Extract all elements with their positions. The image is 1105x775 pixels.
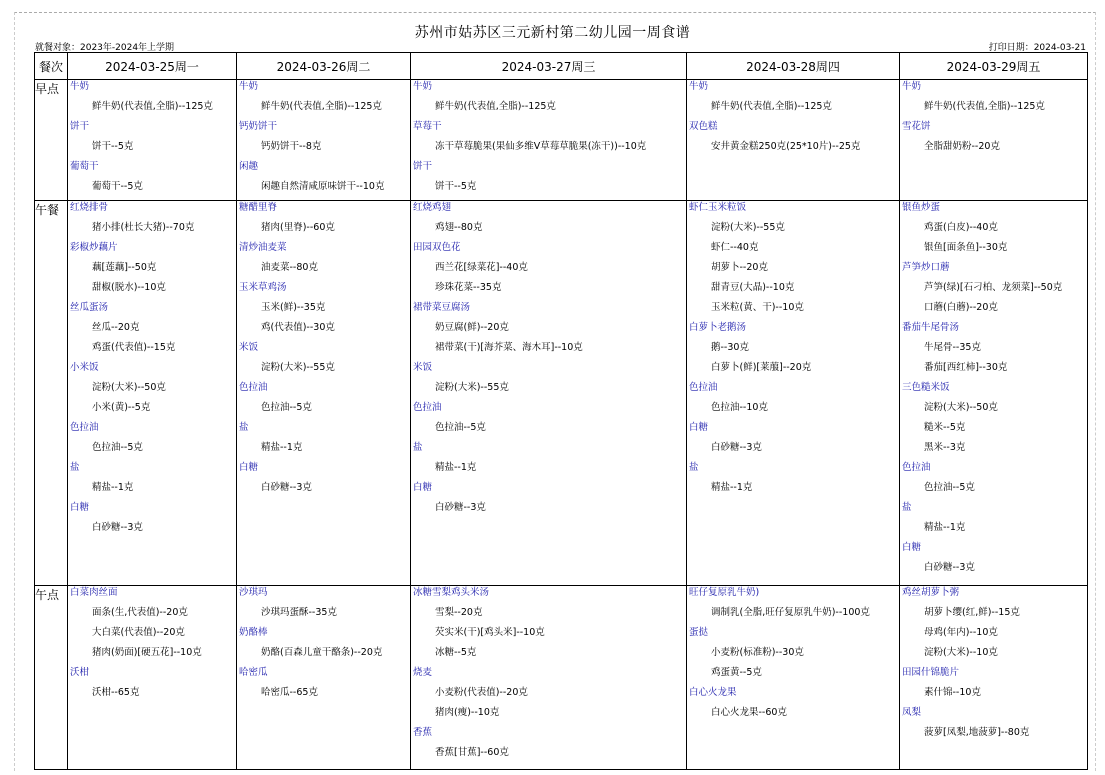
dish-name: 芦笋炒口蘑 — [902, 262, 950, 273]
dish-name: 番茄牛尾骨汤 — [902, 322, 960, 333]
menu-cell-thu — [687, 201, 900, 586]
dish-name: 饼干 — [413, 161, 433, 172]
ingredient-item: 色拉油--5克 — [92, 442, 143, 453]
dish-name: 白糖 — [902, 542, 922, 553]
menu-cell-mon — [68, 201, 237, 586]
dish-name: 清炒油麦菜 — [239, 242, 287, 253]
dish-name: 玉米草鸡汤 — [239, 282, 287, 293]
ingredient-item: 奶酪(百森儿童干酪条)--20克 — [261, 647, 383, 658]
ingredient-item: 沙琪玛蛋酥--35克 — [261, 607, 337, 618]
ingredient-item: 珍珠花菜--35克 — [435, 282, 502, 293]
dish-name: 白糖 — [413, 482, 433, 493]
meal-label: 早点 — [35, 80, 68, 201]
ingredient-item: 淀粉(大米)--55克 — [711, 222, 785, 233]
dish-name: 葡萄干 — [70, 161, 99, 172]
ingredient-item: 色拉油--10克 — [711, 402, 768, 413]
meal-label: 午餐 — [35, 201, 68, 586]
dish-name: 丝瓜蛋汤 — [70, 302, 109, 313]
ingredient-item: 淀粉(大米)--50克 — [92, 382, 166, 393]
dish-name: 虾仁玉米粒饭 — [689, 202, 747, 213]
target-audience-label: 就餐对象：2023年-2024年上学期 — [35, 43, 175, 53]
menu-cell-wed — [411, 80, 687, 201]
dish-name: 色拉油 — [70, 422, 99, 433]
dish-name: 盐 — [902, 502, 912, 513]
lunch-row — [35, 201, 1088, 586]
dish-name: 盐 — [689, 462, 699, 473]
dish-name: 香蕉 — [413, 727, 433, 738]
ingredient-item: 淀粉(大米)--55克 — [435, 382, 509, 393]
ingredient-item: 银鱼[面条鱼]--30克 — [924, 242, 1008, 253]
ingredient-item: 丝瓜--20克 — [92, 322, 140, 333]
ingredient-item: 淀粉(大米)--10克 — [924, 647, 998, 658]
dish-name: 米饭 — [413, 362, 433, 373]
header-row — [35, 53, 1088, 80]
ingredient-item: 虾仁--40克 — [711, 242, 759, 253]
menu-cell-fri — [900, 80, 1088, 201]
menu-table — [34, 52, 1088, 770]
ingredient-item: 白砂糖--3克 — [924, 562, 975, 573]
dish-name: 田园什锦脆片 — [902, 667, 960, 678]
dish-name: 裙带菜豆腐汤 — [413, 302, 471, 313]
ingredient-item: 胡萝卜--20克 — [711, 262, 768, 273]
dish-name: 盐 — [239, 422, 249, 433]
menu-cell-fri — [900, 586, 1088, 770]
meal-column-header: 餐次 — [35, 53, 68, 80]
dish-name: 白糖 — [239, 462, 259, 473]
ingredient-item: 色拉油--5克 — [924, 482, 975, 493]
menu-cell-wed — [411, 201, 687, 586]
dish-name: 田园双色花 — [413, 242, 461, 253]
dish-name: 盐 — [413, 442, 423, 453]
dish-name: 奶酪棒 — [239, 627, 268, 638]
ingredient-item: 鸡翅--80克 — [435, 222, 483, 233]
ingredient-item: 西兰花[绿菜花]--40克 — [435, 262, 528, 273]
dish-name: 彩椒炒藕片 — [70, 242, 118, 253]
dish-name: 三色糙米饭 — [902, 382, 950, 393]
dish-name: 色拉油 — [689, 382, 718, 393]
ingredient-item: 安井黄金糕250克(25*10片)--25克 — [711, 141, 861, 152]
ingredient-item: 白砂糖--3克 — [435, 502, 486, 513]
ingredient-item: 芦笋(绿)[石刁柏、龙须菜]--50克 — [924, 282, 1063, 293]
ingredient-item: 鹅--30克 — [711, 342, 749, 353]
dish-name: 闲趣 — [239, 161, 259, 172]
ingredient-item: 糙米--5克 — [924, 422, 966, 433]
ingredient-item: 猪肉(奶面)[硬五花]--10克 — [92, 647, 202, 658]
dish-name: 色拉油 — [239, 382, 268, 393]
menu-cell-thu — [687, 586, 900, 770]
menu-cell-fri — [900, 201, 1088, 586]
ingredient-item: 小麦粉(标准粉)--30克 — [711, 647, 804, 658]
ingredient-item: 鲜牛奶(代表值,全脂)--125克 — [261, 101, 382, 112]
ingredient-item: 白砂糖--3克 — [261, 482, 312, 493]
ingredient-item: 饼干--5克 — [92, 141, 134, 152]
dish-name: 白菜肉丝面 — [70, 587, 118, 598]
ingredient-item: 白萝卜(鲜)[莱菔]--20克 — [711, 362, 812, 373]
dish-name: 牛奶 — [239, 81, 259, 92]
dish-name: 小米饭 — [70, 362, 99, 373]
ingredient-item: 葡萄干--5克 — [92, 181, 143, 192]
ingredient-item: 猪小排(杜长大猪)--70克 — [92, 222, 195, 233]
ingredient-item: 精盐--1克 — [92, 482, 134, 493]
dish-name: 糖醋里脊 — [239, 202, 278, 213]
ingredient-item: 冰糖--5克 — [435, 647, 477, 658]
dish-name: 白糖 — [70, 502, 90, 513]
ingredient-item: 冻干草莓脆果(果仙多维V草莓草脆果(冻干))--10克 — [435, 141, 647, 152]
dish-name: 盐 — [70, 462, 80, 473]
ingredient-item: 精盐--1克 — [261, 442, 303, 453]
ingredient-item: 藕[莲藕]--50克 — [92, 262, 157, 273]
ingredient-item: 钙奶饼干--8克 — [261, 141, 322, 152]
ingredient-item: 大白菜(代表值)--20克 — [92, 627, 185, 638]
ingredient-item: 鲜牛奶(代表值,全脂)--125克 — [435, 101, 556, 112]
dish-name: 白萝卜老鹅汤 — [689, 322, 747, 333]
ingredient-item: 鸡蛋(代表值)--15克 — [92, 342, 176, 353]
ingredient-item: 白砂糖--3克 — [711, 442, 762, 453]
dish-name: 牛奶 — [689, 81, 709, 92]
dish-name: 旺仔复原乳牛奶) — [689, 587, 760, 598]
print-date-label: 打印日期：2024-03-21 — [988, 43, 1086, 53]
dish-name: 牛奶 — [70, 81, 90, 92]
ingredient-item: 鸡(代表值)--30克 — [261, 322, 335, 333]
ingredient-item: 白心火龙果--60克 — [711, 707, 787, 718]
day-header-fri: 2024-03-29周五 — [900, 53, 1088, 80]
ingredient-item: 猪肉(瘦)--10克 — [435, 707, 500, 718]
dish-name: 烧麦 — [413, 667, 433, 678]
dish-name: 双色糕 — [689, 121, 718, 132]
ingredient-item: 玉米粒(黄、干)--10克 — [711, 302, 804, 313]
dish-name: 饼干 — [70, 121, 90, 132]
afternoon-snack-row — [35, 586, 1088, 770]
ingredient-item: 调制乳(全脂,旺仔复原乳牛奶)--100克 — [711, 607, 870, 618]
dish-name: 牛奶 — [902, 81, 922, 92]
dish-name: 钙奶饼干 — [239, 121, 278, 132]
ingredient-item: 芡实米(干)[鸡头米]--10克 — [435, 627, 545, 638]
ingredient-item: 白砂糖--3克 — [92, 522, 143, 533]
ingredient-item: 甜青豆(大晶)--10克 — [711, 282, 795, 293]
ingredient-item: 鸡蛋(白皮)--40克 — [924, 222, 998, 233]
ingredient-item: 淀粉(大米)--55克 — [261, 362, 335, 373]
day-header-mon: 2024-03-25周一 — [68, 53, 237, 80]
ingredient-item: 鲜牛奶(代表值,全脂)--125克 — [92, 101, 213, 112]
ingredient-item: 色拉油--5克 — [261, 402, 312, 413]
dish-name: 红烧鸡翅 — [413, 202, 452, 213]
dish-name: 雪花饼 — [902, 121, 931, 132]
dish-name: 沃柑 — [70, 667, 90, 678]
dish-name: 鸡丝胡萝卜粥 — [902, 587, 960, 598]
ingredient-item: 番茄[西红柿]--30克 — [924, 362, 1008, 373]
ingredient-item: 闲趣自然清咸原味饼干--10克 — [261, 181, 385, 192]
ingredient-item: 奶豆腐(鲜)--20克 — [435, 322, 509, 333]
menu-cell-tue — [237, 80, 411, 201]
dish-name: 米饭 — [239, 342, 259, 353]
ingredient-item: 鸡蛋黄--5克 — [711, 667, 762, 678]
dish-name: 牛奶 — [413, 81, 433, 92]
ingredient-item: 牛尾骨--35克 — [924, 342, 981, 353]
ingredient-item: 胡萝卜缨(红,鲜)--15克 — [924, 607, 1020, 618]
dish-name: 红烧排骨 — [70, 202, 109, 213]
day-header-wed: 2024-03-27周三 — [411, 53, 687, 80]
ingredient-item: 面条(生,代表值)--20克 — [92, 607, 188, 618]
ingredient-item: 鲜牛奶(代表值,全脂)--125克 — [711, 101, 832, 112]
ingredient-item: 哈密瓜--65克 — [261, 687, 318, 698]
dish-name: 冰糖雪梨鸡头米汤 — [413, 587, 490, 598]
ingredient-item: 精盐--1克 — [711, 482, 753, 493]
ingredient-item: 母鸡(年内)--10克 — [924, 627, 998, 638]
day-header-tue: 2024-03-26周二 — [237, 53, 411, 80]
ingredient-item: 小麦粉(代表值)--20克 — [435, 687, 528, 698]
breakfast-snack-row — [35, 80, 1088, 201]
menu-cell-tue — [237, 586, 411, 770]
ingredient-item: 猪肉(里脊)--60克 — [261, 222, 335, 233]
ingredient-item: 甜椒(脱水)--10克 — [92, 282, 166, 293]
ingredient-item: 雪梨--20克 — [435, 607, 483, 618]
dish-name: 色拉油 — [902, 462, 931, 473]
ingredient-item: 全脂甜奶粉--20克 — [924, 141, 1000, 152]
ingredient-item: 精盐--1克 — [435, 462, 477, 473]
ingredient-item: 鲜牛奶(代表值,全脂)--125克 — [924, 101, 1045, 112]
ingredient-item: 小米(黄)--5克 — [92, 402, 151, 413]
ingredient-item: 沃柑--65克 — [92, 687, 140, 698]
ingredient-item: 色拉油--5克 — [435, 422, 486, 433]
menu-cell-wed — [411, 586, 687, 770]
dish-name: 银鱼炒蛋 — [902, 202, 941, 213]
ingredient-item: 裙带菜(干)[海芥菜、海木耳]--10克 — [435, 342, 583, 353]
dish-name: 蛋挞 — [689, 627, 709, 638]
ingredient-item: 饼干--5克 — [435, 181, 477, 192]
ingredient-item: 玉米(鲜)--35克 — [261, 302, 326, 313]
ingredient-item: 淀粉(大米)--50克 — [924, 402, 998, 413]
ingredient-item: 精盐--1克 — [924, 522, 966, 533]
dish-name: 凤梨 — [902, 707, 922, 718]
menu-cell-thu — [687, 80, 900, 201]
menu-cell-mon — [68, 586, 237, 770]
dish-name: 草莓干 — [413, 121, 442, 132]
menu-cell-mon — [68, 80, 237, 201]
meal-label: 午点 — [35, 586, 68, 770]
dish-name: 沙琪玛 — [239, 587, 268, 598]
ingredient-item: 素什锦--10克 — [924, 687, 981, 698]
dish-name: 色拉油 — [413, 402, 442, 413]
ingredient-item: 口蘑(白蘑)--20克 — [924, 302, 998, 313]
ingredient-item: 黑米--3克 — [924, 442, 966, 453]
dish-name: 白糖 — [689, 422, 709, 433]
ingredient-item: 香蕉[甘蕉]--60克 — [435, 747, 509, 758]
page-title: 苏州市姑苏区三元新村第二幼儿园一周食谱 — [414, 25, 691, 41]
dish-name: 哈密瓜 — [239, 667, 268, 678]
dish-name: 白心火龙果 — [689, 687, 737, 698]
ingredient-item: 菠萝[凤梨,地菠萝]--80克 — [924, 727, 1030, 738]
day-header-thu: 2024-03-28周四 — [687, 53, 900, 80]
menu-cell-tue — [237, 201, 411, 586]
ingredient-item: 油麦菜--80克 — [261, 262, 318, 273]
